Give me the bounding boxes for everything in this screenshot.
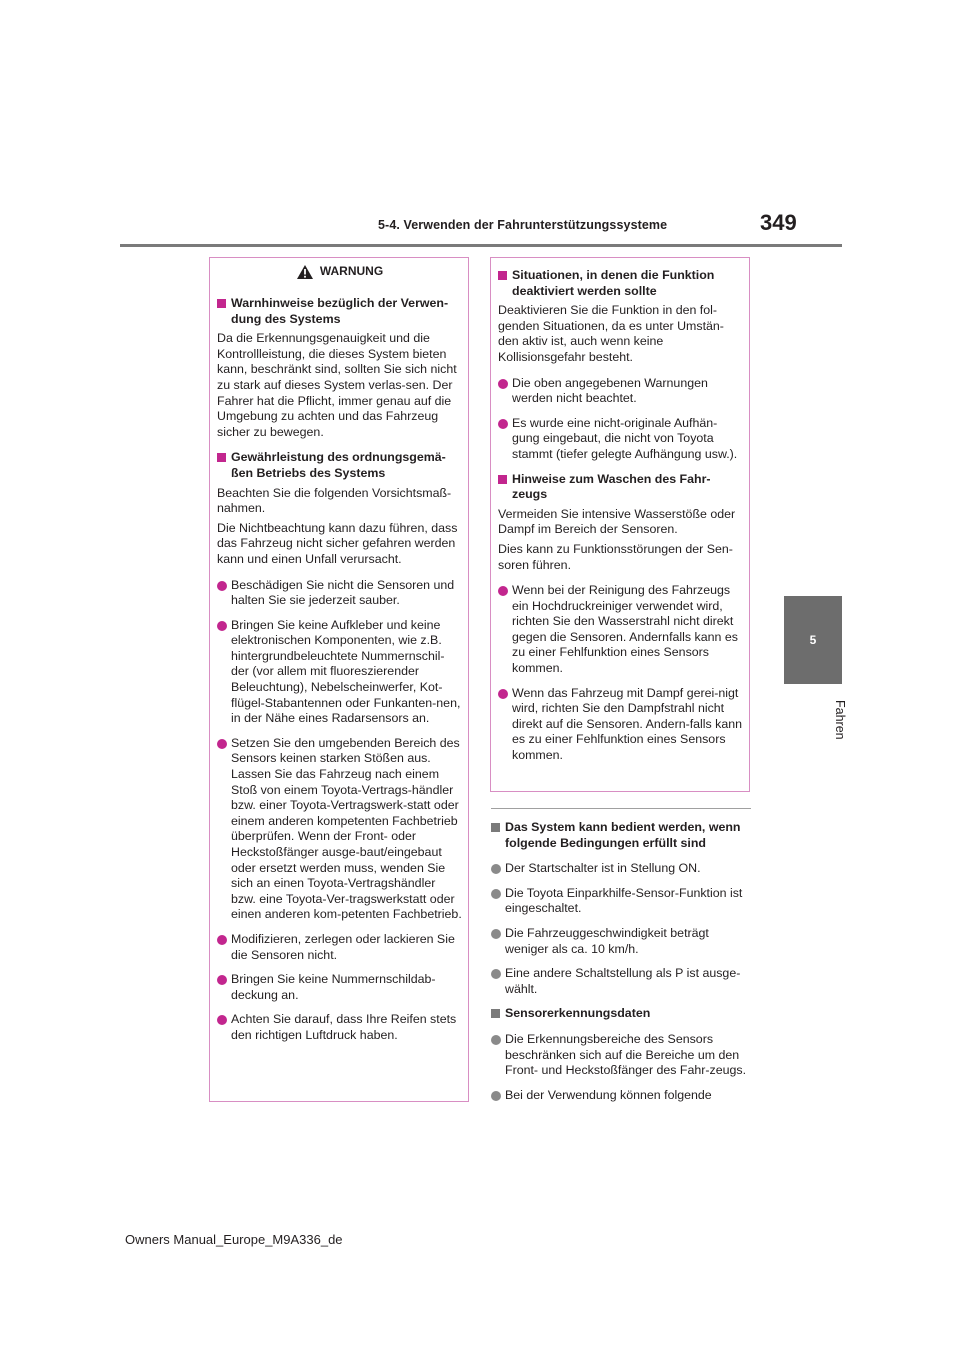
section-divider (491, 808, 751, 809)
heading-text: Situationen, in denen die Funktion deaktiviert werden sollte (512, 268, 715, 298)
list-item (498, 376, 743, 407)
list-item (491, 861, 751, 877)
square-bullet-icon (217, 453, 226, 462)
list-item-text: Die oben angegebenen Warnungen werden nicht beachtet. (512, 375, 708, 406)
paragraph: Dies kann zu Funktionsstörungen der Sen-soren führen. (498, 541, 733, 572)
warning-box-continued (490, 257, 750, 792)
bullet-dot-icon (217, 935, 227, 945)
list-item-text: Eine andere Schaltstellung als P ist ausge-wählt. (505, 966, 741, 996)
list-item (498, 416, 743, 463)
bullet-dot-icon (217, 975, 227, 985)
warning-box (209, 257, 469, 1102)
bullet-dot-icon (498, 689, 508, 699)
square-bullet-icon (491, 823, 500, 832)
bullet-dot-icon (217, 1015, 227, 1025)
bullet-dot-icon (217, 739, 227, 749)
list-item (491, 926, 751, 957)
list-item-text: Wenn bei der Reinigung des Fahrzeugs ein Hochdruckreiniger verwendet wird, richten Sie den Wasserstrahl nicht direkt gegen die Sensoren. Andernfalls kann es zu einer Fehlfunktion eines Sensors kommen. (512, 583, 738, 676)
paragraph: Beachten Sie die folgenden Vorsichtsmaß-nahmen. (217, 485, 452, 516)
warning-section-heading (217, 296, 462, 327)
heading-text: Warnhinweise bezüglich der Verwen-dung des Systems (231, 296, 449, 326)
warning-label: WARNUNG (319, 264, 384, 279)
warning-section-heading (217, 450, 462, 481)
header-divider (120, 244, 842, 247)
list-item (217, 1012, 462, 1043)
bullet-dot-icon (491, 864, 501, 874)
square-bullet-icon (491, 1009, 500, 1018)
list-item (217, 578, 462, 609)
bullet-dot-icon (491, 1035, 501, 1045)
list-item (491, 1032, 751, 1079)
bullet-dot-icon (498, 419, 508, 429)
heading-text: Das System kann bedient werden, wenn folgende Bedingungen erfüllt sind (505, 820, 741, 850)
bullet-dot-icon (217, 581, 227, 591)
paragraph: Deaktivieren Sie die Funktion in den fol-genden Situationen, da es unter Umstän-den aktiv ist, auch wenn keine Kollisionsgefahr besteht. (498, 303, 724, 364)
list-item-text: Bringen Sie keine Nummernschildab-deckung an. (231, 972, 436, 1002)
main-content (491, 820, 751, 1112)
bullet-dot-icon (498, 586, 508, 596)
list-item-text: Die Toyota Einparkhilfe-Sensor-Funktion ist eingeschaltet. (505, 885, 743, 916)
list-item-text: Setzen Sie den umgebenden Bereich des Sensors keinen starken Stößen aus. Lassen Sie das Fahrzeug nach einem Stoß von einem Toyota-Vertrags-händler bzw. einer Toyota-Vertragswerk-statt oder einem anderen kompetenten Fachbetrieb überprüfen. Wenn der Front- oder Heckstoßfänger ausge-baut/eingebaut oder ersetzt werden muss, wenden Sie sich an einen Toyota-Vertragshändler bzw. eine Toyota-Ver-tragswerkstatt oder einen anderen kom-petenten Fachbetrieb. (231, 735, 462, 922)
footer-text: Owners Manual_Europe_M9A336_de (125, 1232, 343, 1247)
section-heading (491, 1006, 751, 1022)
list-item-text: Bei der Verwendung können folgende (505, 1087, 712, 1102)
bullet-dot-icon (491, 929, 501, 939)
list-item-text: Es wurde eine nicht-originale Aufhän-gung eingebaut, die nicht von Toyota stammt (tiefer gelegte Aufhängung usw.). (512, 415, 738, 461)
bullet-dot-icon (491, 889, 501, 899)
list-item (217, 618, 462, 727)
list-item (217, 736, 462, 923)
warning-triangle-icon (296, 264, 314, 280)
heading-text: Gewährleistung des ordnungsgemä-ßen Betriebs des Systems (231, 450, 446, 480)
bullet-dot-icon (498, 379, 508, 389)
square-bullet-icon (498, 475, 507, 484)
list-item (491, 886, 751, 917)
list-item-text: Beschädigen Sie nicht die Sensoren und halten Sie sie jederzeit sauber. (231, 577, 455, 608)
list-item (217, 932, 462, 963)
chapter-label-text: Fahren (833, 700, 847, 740)
list-item-text: Bringen Sie keine Aufkleber und keine elektronischen Komponenten, wie z.B. hintergrundbeleuchtete Nummernschil-der (vor allem mit fluoreszierender Beleuchtung), Nebelscheinwerfer, Kot-flügel-Stabantennen oder Funkanten-nen, in der Nähe eines Radarsensors an. (231, 617, 461, 726)
chapter-label (777, 690, 847, 750)
bullet-dot-icon (491, 1091, 501, 1101)
paragraph: Die Nichtbeachtung kann dazu führen, dass das Fahrzeug nicht sicher gefahren werden kann und einen Unfall verursacht. (217, 520, 458, 566)
square-bullet-icon (217, 299, 226, 308)
list-item-text: Der Startschalter ist in Stellung ON. (505, 861, 701, 876)
list-item-text: Achten Sie darauf, dass Ihre Reifen stets den richtigen Luftdruck haben. (231, 1012, 457, 1042)
paragraph: Vermeiden Sie intensive Wasserstöße oder Dampf im Bereich der Sensoren. (498, 506, 736, 537)
list-item-text: Wenn das Fahrzeug mit Dampf gerei-nigt wird, richten Sie den Dampfstrahl nicht direkt auf die Sensoren. Andern-falls kann es zu einer Fehlfunktion eines Sensors kommen. (512, 685, 743, 763)
paragraph: Da die Erkennungsgenauigkeit und die Kontrollleistung, die dieses System bieten kann, beschränkt sind, sollten Sie sich nicht zu stark auf dieses System verlas-sen. Der Fahrer hat die Pflicht, immer genau auf die Umgebung zu achten und das Fahrzeug sicher zu bewegen. (217, 331, 457, 439)
list-item (498, 583, 743, 677)
list-item (217, 972, 462, 1003)
heading-text: Sensorerkennungsdaten (505, 1006, 651, 1021)
warning-header (217, 264, 462, 282)
heading-text: Hinweise zum Waschen des Fahr-zeugs (512, 471, 711, 502)
section-title: 5-4. Verwenden der Fahrunterstützungssysteme (378, 218, 668, 232)
list-item (491, 966, 751, 997)
section-heading (491, 820, 751, 851)
list-item-text: Die Erkennungsbereiche des Sensors beschränken sich auf die Bereiche um den Front- und Heckstoßfänger des Fahr-zeugs. (505, 1031, 747, 1078)
bullet-dot-icon (491, 969, 501, 979)
square-bullet-icon (498, 271, 507, 280)
warning-section-heading (498, 268, 743, 299)
list-item-text: Modifizieren, zerlegen oder lackieren Sie die Sensoren nicht. (231, 931, 455, 962)
list-item-text: Die Fahrzeuggeschwindigkeit beträgt weniger als ca. 10 km/h. (505, 925, 709, 956)
chapter-number: 5 (809, 633, 817, 647)
list-item (491, 1088, 751, 1104)
page-number: 349 (760, 210, 797, 235)
bullet-dot-icon (217, 621, 227, 631)
list-item (498, 686, 743, 764)
chapter-tab[interactable] (784, 596, 842, 684)
warning-section-heading (498, 472, 743, 503)
